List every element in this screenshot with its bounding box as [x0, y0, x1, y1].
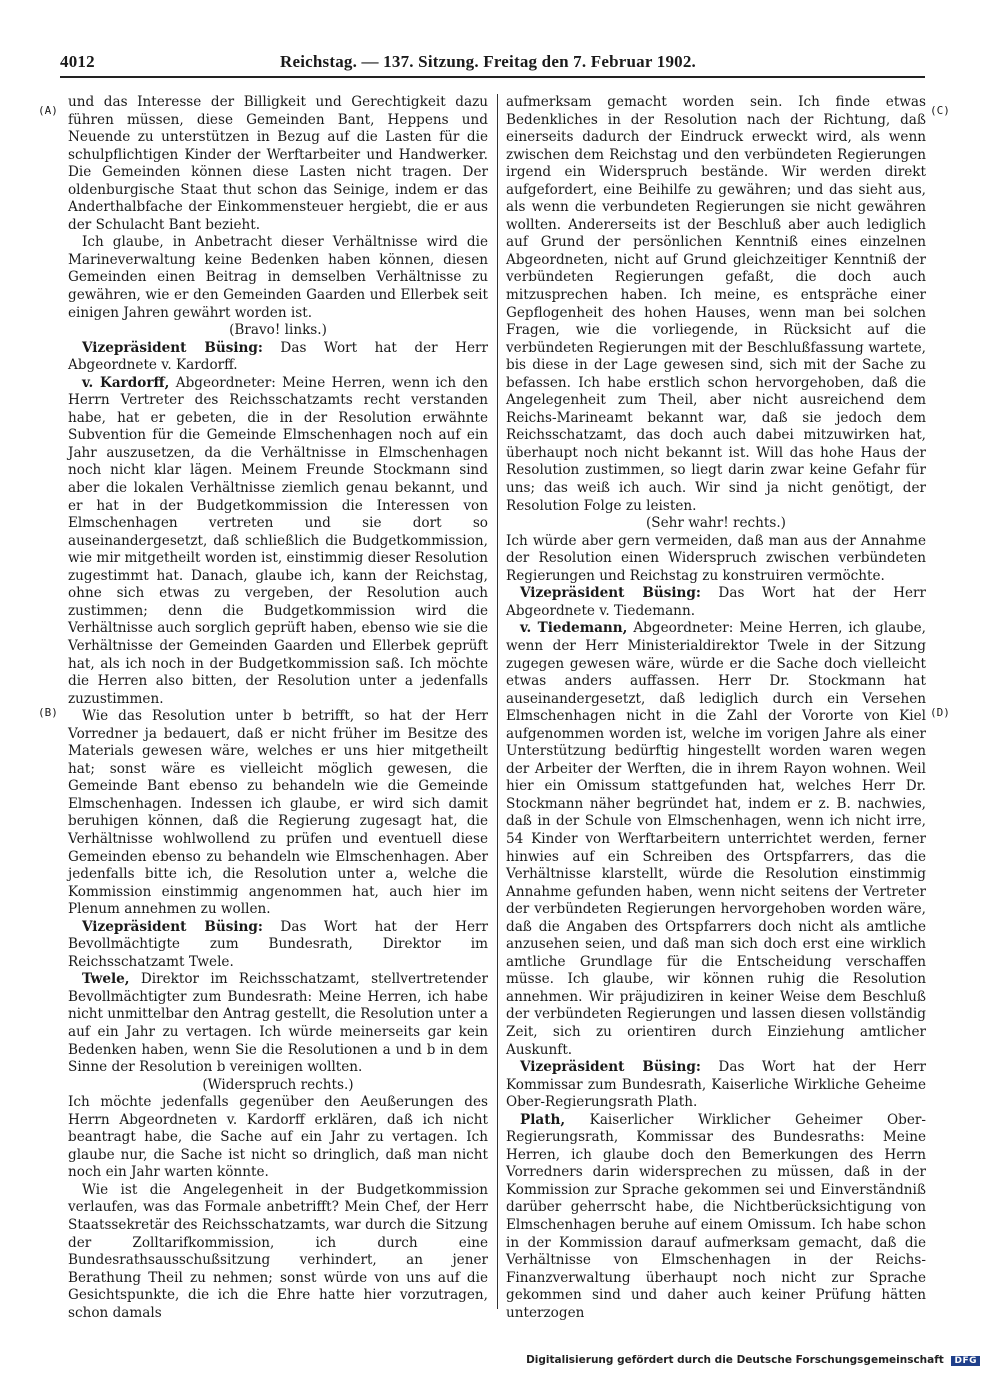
paragraph: Ich glaube, in Anbetracht dieser Verhältnisse wird die Marineverwaltung keine Bedenken haben können, diesen Gemeinden einen Beitrag in demselben Verhältnisse zu gewähren, wie er den Gemeinden Gaarden und Ellerbek seit einigen Jahren gewährt worden ist. [68, 234, 488, 321]
margin-mark-a: (A) [38, 104, 58, 117]
running-title: Reichstag. — 137. Sitzung. Freitag den 7. Februar 1902. [280, 52, 696, 71]
speaker-name: Vizepräsident Büsing: [520, 585, 701, 602]
speech-paragraph [506, 1059, 926, 1112]
margin-mark-d: (D) [930, 706, 950, 719]
paragraph: Ich möchte jedenfalls gegenüber den Aeußerungen des Herrn Abgeordneten v. Kardorff erklären, daß ich nicht beantragt habe, die Sache auf ein Jahr zu vertagen. Ich glaube nur, die Sache ist nicht so dringlich, daß man nicht noch ein Jahr warten könnte. [68, 1094, 488, 1181]
speaker-name: v. Kardorff, [82, 374, 170, 391]
speech-paragraph [68, 340, 488, 375]
paragraph: Wie ist die Angelegenheit in der Budgetkommission verlaufen, was das Formale anbetrifft? Mein Chef, der Herr Staatssekretär des Reichsschatzamts, war durch die Sitzung der Zolltarifkommission, ich durch eine Bundesrathsausschußsitzung verhindert, an jener Berathung Theil zu nehmen; sonst würde von uns auf die Gesichtspunkte, die ich die Ehre hatte hier vorzutragen, schon damals [68, 1181, 488, 1321]
page-header [60, 52, 925, 76]
page-number: 4012 [60, 52, 95, 71]
paragraph: Ich würde aber gern vermeiden, daß man aus der Annahme der Resolution einen Widerspruch zwischen verbündeten Regierungen und Reichstag zu konstruiren vermöchte. [506, 532, 926, 584]
speech-paragraph [506, 1112, 926, 1323]
interjection: (Widerspruch rechts.) [202, 1076, 354, 1093]
interjection: (Bravo! links.) [229, 322, 327, 339]
speech-text: Abgeordneter: Meine Herren, ich glaube, wenn der Herr Ministerialdirektor Twele in der Sitzung zugegen gewesen wäre, würde er die Sache doch vielleicht etwas anders auffassen. Herr Dr. Stockmann hat auseinandergesetzt, daß lediglich durch ein Versehen Elmschenhagen nicht in die Zahl der Vororte von Kiel aufgenommen worden ist, welche im vorigen Jahre als einer Unterstützung bedürftig hingestellt worden waren wegen der Arbeiter der Werften, die in ihrem Rayon wohnen. Weil hier ein Omissum stattgefunden hat, welches Herr Dr. Stockmann näher begründet hat, indem er z. B. nachwies, daß in der Schule von Elmschenhagen, wenn ich nicht irre, 54 Kinder von Werftarbeitern unterrichtet werden, ferner hinwies auf ein Schreiben des Ortspfarrers, das die Verhältnisse klarstellt, würde die Resolution einstimmig Annahme gefunden haben, wenn nicht seitens der Vertreter der verbündeten Regierungen hervorgehoben worden wäre, daß die Angaben des Ortspfarrers doch nicht als amtliche anzusehen seien, und daß man sich doch erst eine wirklich amtliche Grundlage für die Entscheidung verschaffen müsse. Ich glaube, wir können ruhig die Resolution annehmen. Wir präjudiziren in keiner Weise dem Beschluß der verbündeten Regierungen und lassen diesen vollständig Zeit, sich zu orientiren durch Einziehung amtlicher Auskunft. [506, 620, 926, 1058]
dfg-logo-icon: DFG [951, 1356, 980, 1366]
speaker-name: Plath, [520, 1111, 566, 1128]
speaker-name: Vizepräsident Büsing: [82, 339, 263, 356]
speech-text: Abgeordneter: Meine Herren, wenn ich den Herrn Vertreter des Reichsschatzamts recht verstanden habe, hat er gebeten, die in der Resolution erwähnte Subvention für die Gemeinde Elmschenhagen noch auf ein Jahr auszusetzen, da die Verhältnisse in Elmschenhagen noch nicht klar lägen. Meinem Freunde Stockmann sind aber die lokalen Verhältnisse ziemlich genau bekannt, und er hat in der Budgetkommission die Interessen von Elmschenhagen vertreten und sie dort so auseinandergesetzt, daß schließlich die Budgetkommission, wie mir mitgetheilt worden ist, einstimmig dieser Resolution zugestimmt hat. Danach, glaube ich, kann der Reichstag, ohne sich etwas zu vergeben, der Resolution auch zustimmen; denn die Budgetkommission wird die Verhältnisse auch sorglich geprüft haben, ebenso wie sie die Verhältnisse der Gemeinden Gaarden und Ellerbek geprüft hat, als ich noch in der Budgetkommission saß. Ich möchte die Herren also bitten, der Resolution unter a jedenfalls zuzustimmen. [68, 374, 488, 707]
interjection: (Sehr wahr! rechts.) [646, 515, 786, 532]
speech-paragraph [506, 585, 926, 620]
speaker-name: Vizepräsident Büsing: [82, 918, 263, 935]
column-divider [497, 94, 498, 1309]
digitization-credit [526, 1354, 980, 1366]
paragraph: aufmerksam gemacht worden sein. Ich finde etwas Bedenkliches in der Resolution nach der Richtung, daß einerseits dadurch der Eindruck erweckt wird, als wenn zwischen dem Reichstag und den verbündeten Regierungen irgend ein Widerspruch bestände. Wir werden direkt aufgefordert, eine Beihilfe zu gewähren; und das sieht aus, als wenn die verbundeten Regierungen sie nicht gewähren wollten. Andererseits ist der Beschluß aber auch lediglich auf Grund der persönlichen Kenntniß eines einzelnen Abgeordneten, nicht auf Grund gleichzeitiger Kenntniß der verbündeten Regierungen gefaßt, die doch auch mitzusprechen haben. Ich meine, es entspräche einer Gepflogenheit des hohen Hauses, wenn man bei solchen Fragen, wie die vorliegende, in Rücksicht auf die verbündeten Regierungen mit der Beschlußfassung wartete, bis diese in der Lage gewesen sind, sich mit der Sache zu befassen. Ich habe erstlich schon hervorgehoben, daß die Angelegenheit zum Theil, aber nicht ausreichend dem Reichs-Marineamt bekannt war, daß sie jedoch dem Reichsschatzamt, das doch auch dabei mitzuwirken hat, überhaupt noch nicht bekannt ist. Will das hohe Haus der Resolution zustimmen, so liegt darin zwar keine Gefahr für uns; das weiß ich auch. Wir sind ja nicht genötigt, der Resolution Folge zu leisten. [506, 94, 926, 514]
speaker-name: v. Tiedemann, [520, 620, 628, 637]
margin-mark-b: (B) [38, 706, 58, 719]
speaker-name: Twele, [82, 971, 130, 988]
speech-text: Kaiserlicher Wirklicher Geheimer Ober-Regierungsrath, Kommissar des Bundesraths: Meine Herren, ich glaube doch den Bemerkungen des Herrn Vorredners darin widersprechen zu müssen, daß in der Kommission zur Sprache gekommen sei und Einverständniß darüber geherrscht habe, die Nichtberücksichtigung von Elmschenhagen beruhe auf einem Omissum. Ich habe schon in der Kommission darauf aufmerksam gemacht, daß die Verhältnisse von Elmschenhagen in der Reichs-Finanzverwaltung überhaupt noch nicht zur Sprache gekommen sind und daher auch keiner Prüfung hätten unterzogen [506, 1111, 926, 1321]
credit-text: Digitalisierung gefördert durch die Deutsche Forschungsgemeinschaft [526, 1354, 944, 1366]
right-column [506, 94, 926, 1322]
left-column [68, 94, 488, 1322]
paragraph: und das Interesse der Billigkeit und Gerechtigkeit dazu führen müssen, diese Gemeinden Bant, Heppens und Neuende zu unterstützen in Bezug auf die Lasten für die schulpflichtigen Kinder der Werftarbeiter und Handwerker. Die Gemeinden können diese Lasten nicht tragen. Der oldenburgische Staat thut schon das Seinige, indem er das Anderthalbfache der Einkommensteuer hergiebt, die er aus der Schulacht Bant bezieht. [68, 94, 488, 233]
speech-text: Direktor im Reichsschatzamt, stellvertretender Bevollmächtigter zum Bundesrath: Meine Herren, ich habe nicht unmittelbar den Antrag gestellt, die Resolution unter a auf ein Jahr zu vertagen. Ich würde meinerseits gar kein Bedenken haben, wenn Sie die Resolutionen a und b in dem Sinne der Resolution b vereinigen wollten. [68, 971, 488, 1076]
paragraph: Wie das Resolution unter b betrifft, so hat der Herr Vorredner ja bedauert, daß er nicht früher im Besitze des Materials gewesen wäre, welches er uns hier mitgetheilt hat; sonst wäre es vielleicht möglich gewesen, die Gemeinde Bant ebenso zu behandeln wie die Gemeinde Elmschenhagen. Indessen ich glaube, er wird sich damit beruhigen können, daß die Regierung zugesagt hat, die Verhältnisse wohlwollend zu prüfen und eventuell diese Gemeinden ebenso zu behandeln wie Elmschenhagen. Aber jedenfalls bitte ich, die Resolution unter a, welche die Kommission einstimmig angenommen hat, auch hier im Plenum annehmen zu wollen. [68, 708, 488, 918]
speech-paragraph [506, 620, 926, 1059]
speech-text: Das Wort hat der Herr Kommissar zum Bundesrath, Kaiserliche Wirkliche Geheime Ober-Regierungsrath Plath. [506, 1059, 927, 1111]
margin-mark-c: (C) [930, 104, 950, 117]
speech-text: Das Wort hat der Herr Abgeordnete v. Tiedemann. [506, 585, 927, 619]
speech-paragraph [68, 919, 488, 972]
header-rule [60, 76, 925, 78]
speech-paragraph [68, 971, 488, 1076]
speaker-name: Vizepräsident Büsing: [520, 1059, 701, 1076]
speech-text: Das Wort hat der Herr Abgeordnete v. Kardorff. [68, 339, 489, 374]
speech-paragraph [68, 375, 488, 708]
speech-text: Das Wort hat der Herr Bevollmächtigte zum Bundesrath, Direktor im Reichsschatzamt Twele. [68, 918, 489, 970]
